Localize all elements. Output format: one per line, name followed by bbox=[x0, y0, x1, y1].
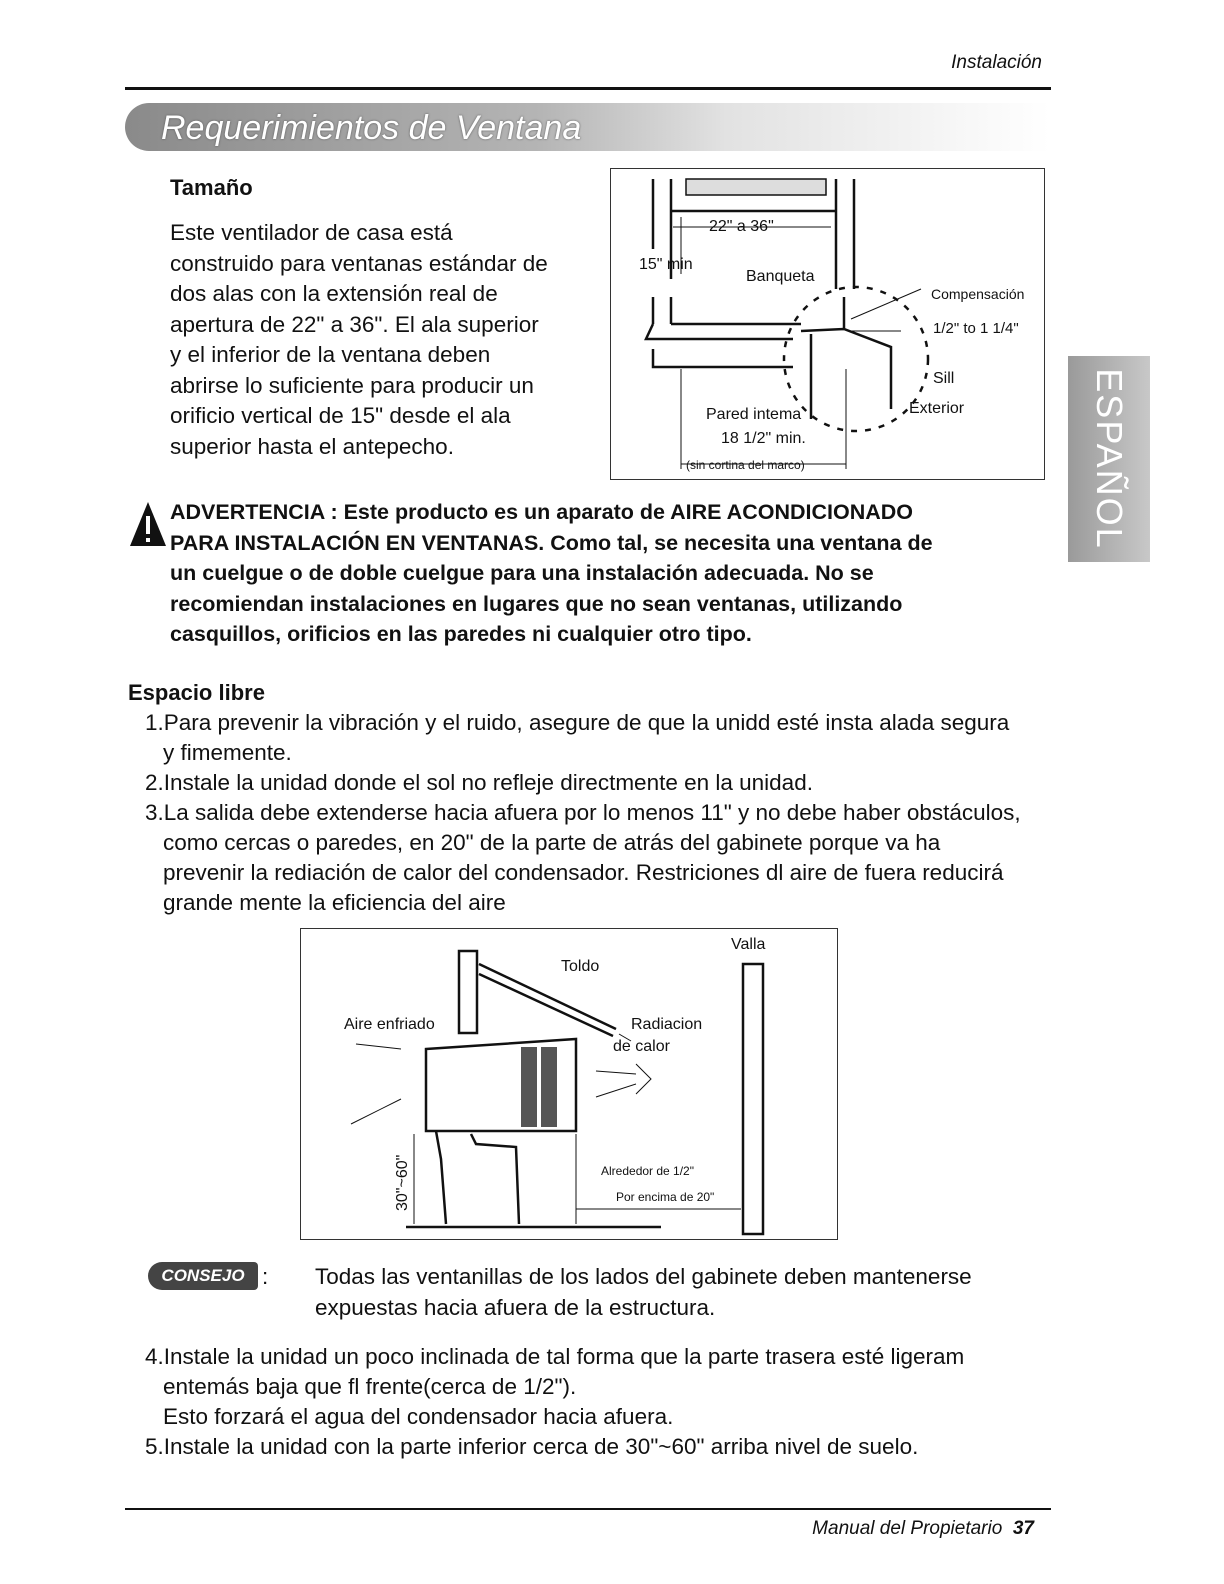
compensacion-label: Compensación bbox=[931, 286, 1025, 302]
offset-label: 1/2" to 1 1/4" bbox=[933, 320, 1019, 337]
footer-title: Manual del Propietario bbox=[812, 1518, 1003, 1539]
language-tab bbox=[1068, 356, 1150, 562]
note-label: (sin cortina del marco) bbox=[686, 458, 805, 472]
more-list bbox=[145, 1342, 1045, 1462]
width-label: 22" a 36" bbox=[709, 218, 774, 235]
text-line: recomiendan instalaciones en lugares que no sean ventanas, utilizando bbox=[170, 591, 903, 616]
text-line: un cuelgue o de doble cuelgue para una instalación adecuada. No se bbox=[170, 561, 874, 585]
text-line: apertura de 22" a 36". El ala superior bbox=[170, 311, 539, 337]
list-item: 5.Instale la unidad con la parte inferior cerca de 30"~60" arriba nivel de suelo. bbox=[145, 1434, 919, 1459]
clearance-diagram bbox=[300, 928, 838, 1240]
section-banner bbox=[125, 103, 1050, 151]
list-item: Esto forzará el agua del condensador hacia afuera. bbox=[163, 1404, 674, 1429]
warning-text bbox=[170, 497, 1050, 650]
text-line: casquillos, orificios en las paredes ni cualquier otro tipo. bbox=[170, 622, 752, 646]
footer bbox=[812, 1518, 1034, 1540]
text-line: expuestas hacia afuera de la estructura. bbox=[315, 1294, 716, 1320]
text-line: construido para ventanas estándar de bbox=[170, 250, 548, 276]
section-header: Instalación bbox=[951, 52, 1042, 73]
text-line: ADVERTENCIA : Este producto es un aparato de AIRE ACONDICIONADO bbox=[170, 500, 914, 524]
valla-label: Valla bbox=[731, 936, 766, 953]
toldo-label: Toldo bbox=[561, 958, 600, 975]
text-line: superior hasta el antepecho. bbox=[170, 433, 454, 459]
calor-label: de calor bbox=[613, 1038, 670, 1055]
radiacion-label: Radiacion bbox=[631, 1016, 703, 1033]
tamano-paragraph bbox=[170, 218, 548, 462]
window-diagram bbox=[610, 168, 1045, 480]
tamano-heading: Tamaño bbox=[170, 175, 253, 200]
sill-label: Sill bbox=[933, 370, 955, 387]
text-line: dos alas con la extensión real de bbox=[170, 281, 498, 306]
language-tab-label: ESPAÑOL bbox=[1089, 368, 1130, 550]
text-line: abrirse lo suficiente para producir un bbox=[170, 372, 534, 398]
depth-label: 18 1/2" min. bbox=[721, 430, 806, 447]
espacio-list bbox=[145, 708, 1025, 918]
pared-label: Pared intema bbox=[706, 406, 802, 423]
page-number: 37 bbox=[1012, 1518, 1034, 1539]
banner-title: Requerimientos de Ventana bbox=[161, 109, 582, 147]
text-line: y el inferior de la ventana deben bbox=[170, 342, 491, 367]
espacio-heading: Espacio libre bbox=[128, 680, 265, 705]
text-line: Todas las ventanillas de los lados del gabinete deben mantenerse bbox=[315, 1264, 972, 1289]
warning-icon bbox=[128, 500, 168, 548]
tip-separator: : bbox=[262, 1264, 269, 1289]
list-item: 4.Instale la unidad un poco inclinada de tal forma que la parte trasera esté ligeram entemás baja que fl frente(cerca de 1/2"). bbox=[145, 1344, 965, 1399]
text-line: PARA INSTALACIÓN EN VENTANAS. Como tal, se necesita una ventana de bbox=[170, 530, 933, 555]
tilt-label: Alrededor de 1/2" bbox=[601, 1164, 694, 1178]
list-item: 2.Instale la unidad donde el sol no refleje directmente en la unidad. bbox=[145, 770, 813, 795]
text-line: Este ventilador de casa está bbox=[170, 220, 453, 245]
list-item: 1.Para prevenir la vibración y el ruido, asegure de que la unidd esté insta alada segura y fimemente. bbox=[145, 710, 1010, 765]
tip-badge: CONSEJO bbox=[148, 1262, 258, 1290]
aire-label: Aire enfriado bbox=[344, 1016, 435, 1033]
banqueta-label: Banqueta bbox=[746, 268, 815, 285]
min-label: 15" min bbox=[639, 256, 693, 273]
height-label: 30"~60" bbox=[394, 1154, 411, 1211]
footer-rule bbox=[125, 1508, 1051, 1510]
text-line: orificio vertical de 15" desde el ala bbox=[170, 403, 511, 428]
tip-text bbox=[315, 1262, 972, 1323]
exterior-label: Exterior bbox=[909, 400, 965, 417]
list-item: 3.La salida debe extenderse hacia afuera por lo menos 11" y no debe haber obstáculos, como cercas o paredes, en 20" de la parte de atrás del gabinete porque va ha prevenir la rediación de calor del condensador. Restriciones dl aire de fuera reducirá grande mente la eficiencia del aire bbox=[145, 800, 1021, 915]
distance-label: Por encima de 20" bbox=[616, 1190, 715, 1204]
header-rule bbox=[125, 87, 1051, 90]
